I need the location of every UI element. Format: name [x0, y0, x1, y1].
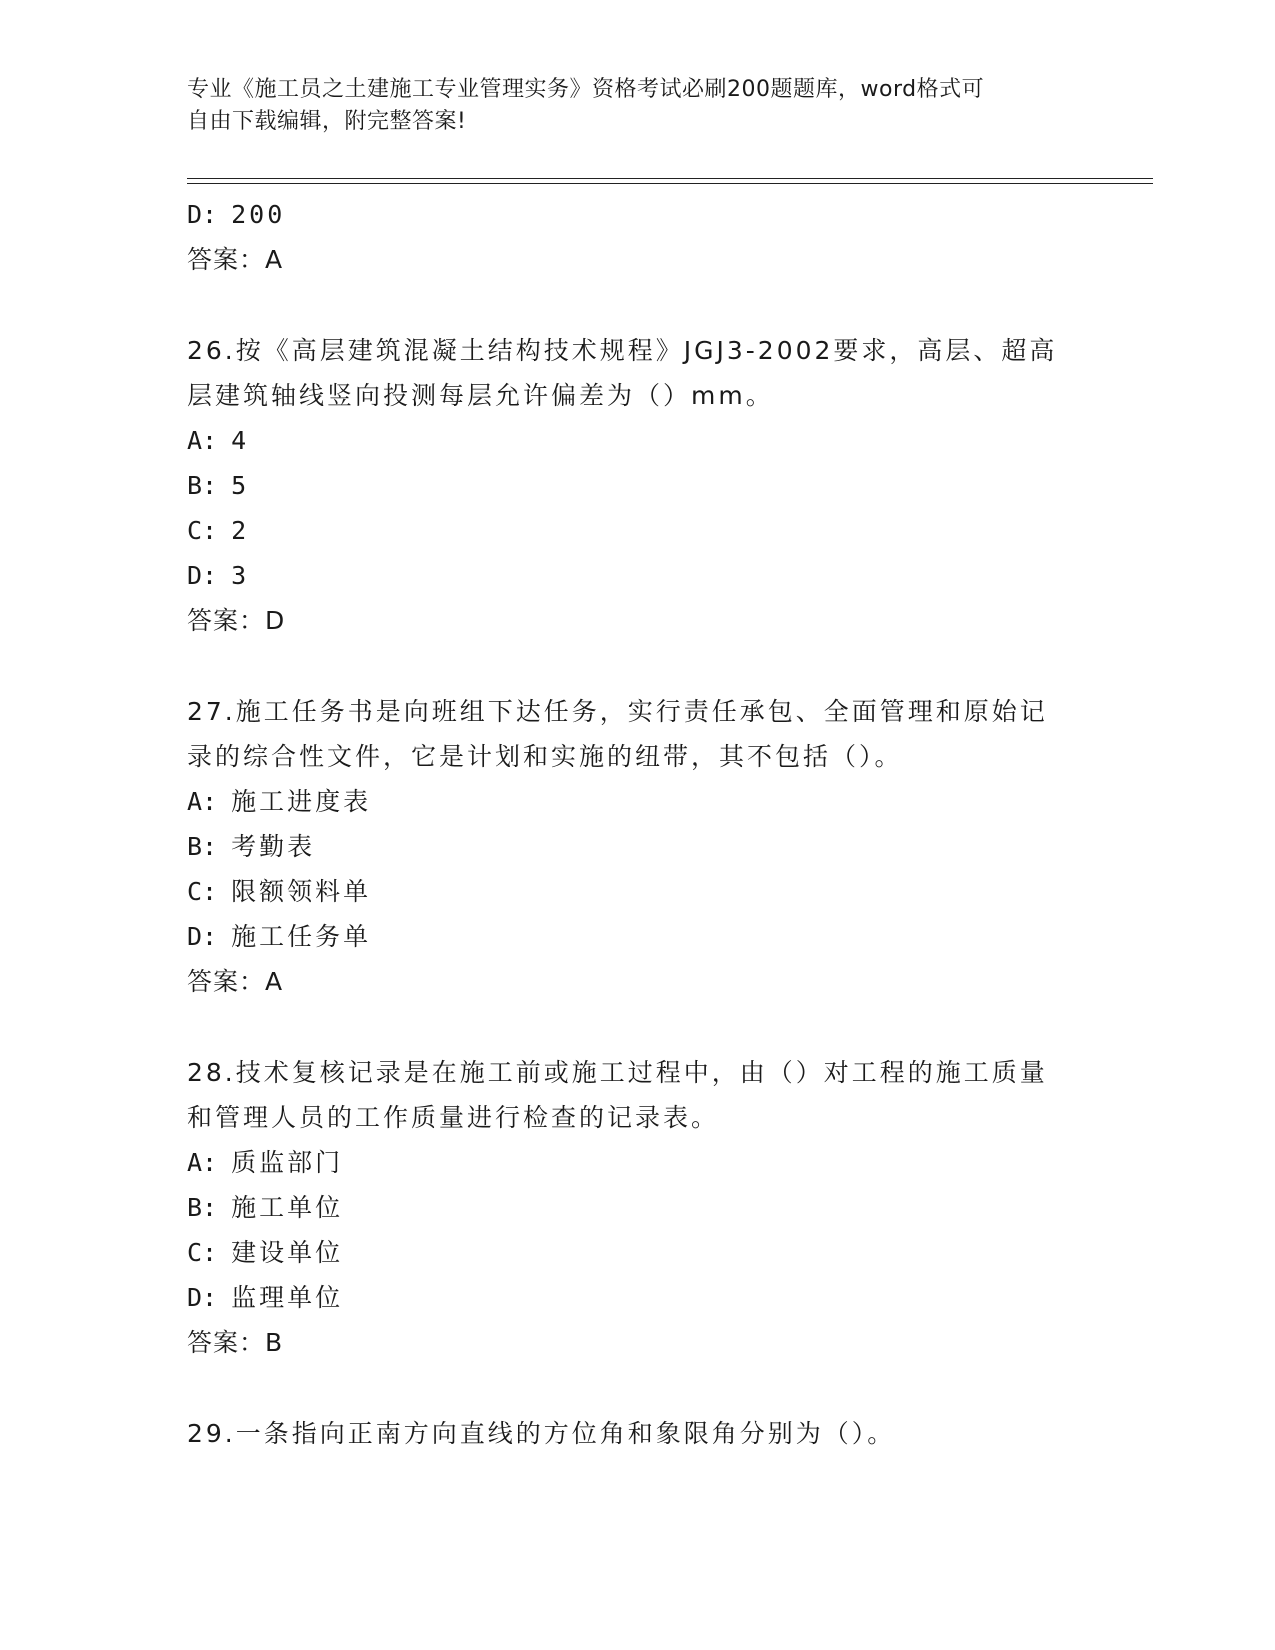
option-value: 施工进度表 — [231, 787, 372, 816]
option-key: D: — [187, 1283, 218, 1312]
option-key: B: — [187, 1193, 218, 1222]
option-key: B: — [187, 832, 218, 861]
option-value: 3 — [231, 561, 250, 590]
option-value: 监理单位 — [231, 1283, 344, 1312]
option-value: 200 — [231, 200, 286, 229]
question-line: 录的综合性文件，它是计划和实施的纽带，其不包括（）。 — [187, 742, 903, 771]
question-26-option-c — [187, 508, 1087, 553]
option-key: A: — [187, 1148, 218, 1177]
option-value: 5 — [231, 471, 250, 500]
question-28-option-a — [187, 1140, 1087, 1185]
header-line-2: 自由下载编辑，附完整答案! — [187, 109, 467, 134]
question-26-option-b — [187, 463, 1087, 508]
option-value: 考勤表 — [231, 832, 316, 861]
question-28-answer: 答案：B — [187, 1328, 284, 1357]
document-header — [187, 74, 1067, 138]
header-line-1: 专业《施工员之土建施工专业管理实务》资格考试必刷200题题库，word格式可 — [187, 77, 985, 102]
question-29-text — [187, 1411, 1067, 1456]
option-value: 质监部门 — [231, 1148, 344, 1177]
option-key: D: — [187, 561, 218, 590]
prev-option-d — [187, 192, 1087, 237]
option-value: 4 — [231, 426, 250, 455]
question-28-option-d — [187, 1275, 1087, 1320]
option-key: B: — [187, 471, 218, 500]
option-value: 2 — [231, 516, 250, 545]
option-value: 施工单位 — [231, 1193, 344, 1222]
question-line: 27.施工任务书是向班组下达任务，实行责任承包、全面管理和原始记 — [187, 697, 1048, 726]
option-value: 建设单位 — [231, 1238, 344, 1267]
question-27-text — [187, 689, 1067, 779]
option-key: C: — [187, 1238, 218, 1267]
document-body — [187, 192, 1087, 1456]
question-26-option-d — [187, 553, 1087, 598]
option-key: D: — [187, 200, 218, 229]
question-26-text — [187, 328, 1067, 418]
option-key: C: — [187, 877, 218, 906]
question-28-option-c — [187, 1230, 1087, 1275]
question-27-option-c — [187, 869, 1087, 914]
option-key: A: — [187, 787, 218, 816]
question-28-option-b — [187, 1185, 1087, 1230]
prev-answer: 答案：A — [187, 245, 284, 274]
header-divider-top — [187, 178, 1153, 179]
question-26-answer: 答案：D — [187, 606, 286, 635]
question-28-text — [187, 1050, 1067, 1140]
question-27-option-d — [187, 914, 1087, 959]
option-key: C: — [187, 516, 218, 545]
question-line: 和管理人员的工作质量进行检查的记录表。 — [187, 1103, 720, 1132]
question-27-option-a — [187, 779, 1087, 824]
option-key: A: — [187, 426, 218, 455]
question-line: 29.一条指向正南方向直线的方位角和象限角分别为（）。 — [187, 1419, 896, 1448]
question-27-answer: 答案：A — [187, 967, 284, 996]
question-line: 层建筑轴线竖向投测每层允许偏差为（）mm。 — [187, 381, 774, 410]
question-line: 28.技术复核记录是在施工前或施工过程中，由（）对工程的施工质量 — [187, 1058, 1048, 1087]
question-26-option-a — [187, 418, 1087, 463]
option-value: 施工任务单 — [231, 922, 372, 951]
option-key: D: — [187, 922, 218, 951]
question-27-option-b — [187, 824, 1087, 869]
option-value: 限额领料单 — [231, 877, 372, 906]
question-line: 26.按《高层建筑混凝土结构技术规程》JGJ3-2002要求，高层、超高 — [187, 336, 1058, 365]
header-divider-bottom — [187, 183, 1153, 184]
